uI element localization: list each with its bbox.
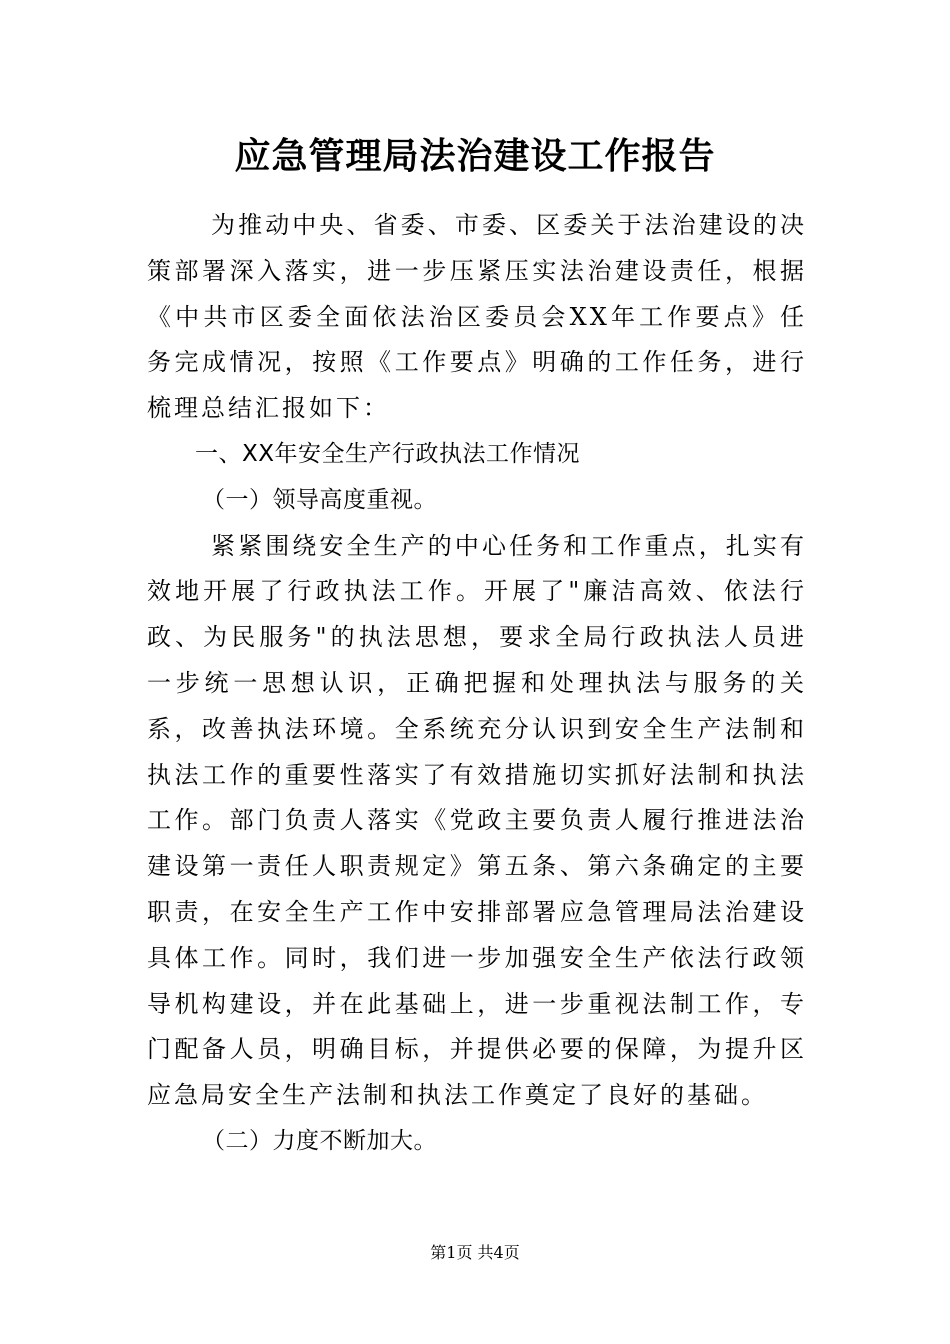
intro-paragraph: 为推动中央、省委、市委、区委关于法治建设的决策部署深入落实，进一步压紧压实法治建设责任，根据《中共市区委全面依法治区委员会XX年工作要点》任务完成情况，按照《工作要点》明确的工作任务，进行梳理总结汇报如下： <box>147 211 807 423</box>
document-body <box>147 203 807 1165</box>
page-number: 第1页 共4页 <box>430 1243 520 1262</box>
subsection-body-1: 紧紧围绕安全生产的中心任务和工作重点，扎实有效地开展了行政执法工作。开展了"廉洁高效、依法行政、为民服务"的执法思想，要求全局行政执法人员进一步统一思想认识，正确把握和处理执法与服务的关系，改善执法环境。全系统充分认识到安全生产法制和执法工作的重要性落实了有效措施切实抓好法制和执法工作。部门负责人落实《党政主要负责人履行推进法治建设第一责任人职责规定》第五条、第六条确定的主要职责，在安全生产工作中安排部署应急管理局法治建设具体工作。同时，我们进一步加强安全生产依法行政领导机构建设，并在此基础上，进一步重视法制工作，专门配备人员，明确目标，并提供必要的保障，为提升区应急局安全生产法制和执法工作奠定了良好的基础。 <box>147 531 807 1110</box>
subsection-heading-2: （二）力度不断加大。 <box>202 1127 437 1154</box>
section-heading: 一、XX年安全生产行政执法工作情况 <box>195 440 581 467</box>
subsection-heading-1: （一）领导高度重视。 <box>202 486 437 513</box>
document-title: 应急管理局法治建设工作报告 <box>234 136 716 177</box>
